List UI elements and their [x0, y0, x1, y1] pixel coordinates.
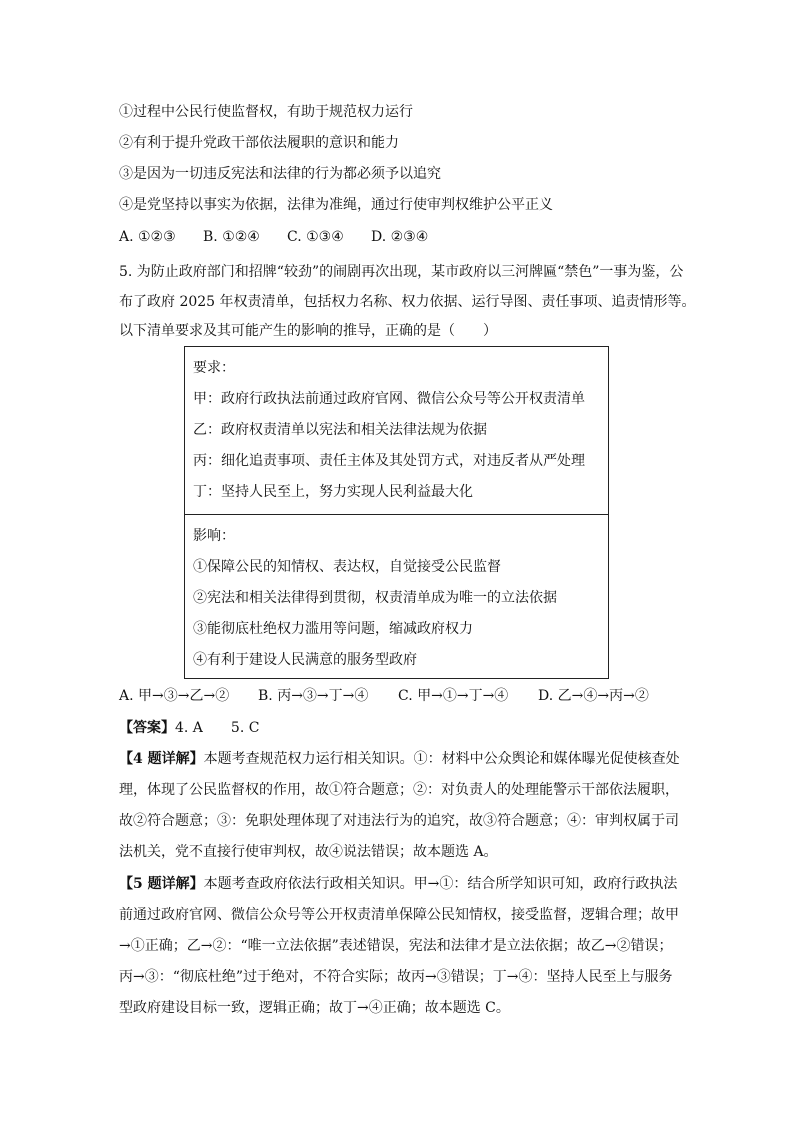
explain4-label: 【4 题详解】: [119, 751, 204, 767]
answer-label: 【答案】: [119, 720, 175, 736]
requirements-impacts-table: [184, 346, 609, 679]
explain5-line-3: →①正确；乙→②：“唯一立法依据”表述错误，宪法和法律才是立法依据；故乙→②错误；: [119, 938, 673, 954]
impact-2: ②宪法和相关法律得到贯彻，权责清单成为唯一的立法依据: [193, 590, 557, 606]
q5-option-b: B. 丙→③→丁→④: [258, 688, 369, 704]
requirement-jia: 甲：政府行政执法前通过政府官网、微信公众号等公开权责清单: [193, 391, 585, 407]
q4-option-a: A. ①②③: [119, 229, 176, 245]
statement-4: ④是党坚持以事实为依据，法律为准绳，通过行使审判权维护公平正义: [119, 197, 553, 213]
requirements-header: 要求：: [193, 360, 235, 376]
q5-stem-line-2: 布了政府 2025 年权责清单，包括权力名称、权力依据、运行导图、责任事项、追责情形等。: [119, 294, 696, 310]
explain4-line-1: [119, 749, 680, 769]
q4-option-b: B. ①②④: [203, 229, 260, 245]
explain4-line-3: 故②符合题意；③：免职处理体现了对违法行为的追究，故③符合题意；④：审判权属于司: [119, 813, 679, 829]
explain4-line-2: 理，体现了公民监督权的作用，故①符合题意；②：对负责人的处理能警示干部依法履职，: [119, 782, 679, 798]
explain5-text-1: 本题考查政府依法行政相关知识。甲→①：结合所学知识可知，政府行政执法: [203, 876, 678, 892]
q5-stem-line-3: 以下清单要求及其可能产生的影响的推导，正确的是（ ）: [119, 323, 497, 339]
statement-3: ③是因为一切违反宪法和法律的行为都必须予以追究: [119, 166, 441, 182]
explain5-line-1: [119, 874, 677, 894]
q5-option-c: C. 甲→①→丁→④: [398, 688, 509, 704]
impacts-header: 影响：: [193, 528, 235, 544]
requirement-bing: 丙：细化追责事项、责任主体及其处罚方式，对违反者从严处理: [193, 453, 585, 469]
q5-option-a: A. 甲→③→乙→②: [119, 688, 230, 704]
statement-2: ②有利于提升党政干部依法履职的意识和能力: [119, 135, 399, 151]
q4-option-d: D. ②③④: [371, 229, 429, 245]
explain5-line-4: 丙→③：“彻底杜绝”过于绝对，不符合实际；故丙→③错误；丁→④：坚持人民至上与服务: [119, 969, 673, 985]
q4-option-c: C. ①③④: [287, 229, 344, 245]
answer-text: 4. A 5. C: [175, 720, 260, 736]
explain5-line-2: 前通过政府官网、微信公众号等公开权责清单保障公民知情权，接受监督，逻辑合理；故甲: [119, 907, 679, 923]
explain4-line-4: 法机关，党不直接行使审判权，故④说法错误；故本题选 A。: [119, 844, 498, 860]
impact-3: ③能彻底杜绝权力滥用等问题，缩减政府权力: [193, 621, 473, 637]
q5-stem-line-1: 5. 为防止政府部门和招牌“较劲”的闹剧再次出现，某市政府以三河牌匾“禁色”一事为鉴，公: [119, 264, 684, 280]
q5-option-d: D. 乙→④→丙→②: [538, 688, 649, 704]
explain5-line-5: 型政府建设目标一致，逻辑正确；故丁→④正确；故本题选 C。: [119, 1000, 510, 1016]
statement-1: ①过程中公民行使监督权，有助于规范权力运行: [119, 104, 413, 120]
impact-4: ④有利于建设人民满意的服务型政府: [193, 652, 417, 668]
requirement-yi: 乙：政府权责清单以宪法和相关法律法规为依据: [193, 422, 487, 438]
explain5-label: 【5 题详解】: [119, 876, 204, 892]
table-divider: [185, 514, 608, 515]
explain4-text-1: 本题考查规范权力运行相关知识。①：材料中公众舆论和媒体曝光促使核查处: [203, 751, 680, 767]
answer-line: [119, 718, 259, 738]
requirement-ding: 丁：坚持人民至上，努力实现人民利益最大化: [193, 484, 473, 500]
impact-1: ①保障公民的知情权、表达权，自觉接受公民监督: [193, 559, 501, 575]
